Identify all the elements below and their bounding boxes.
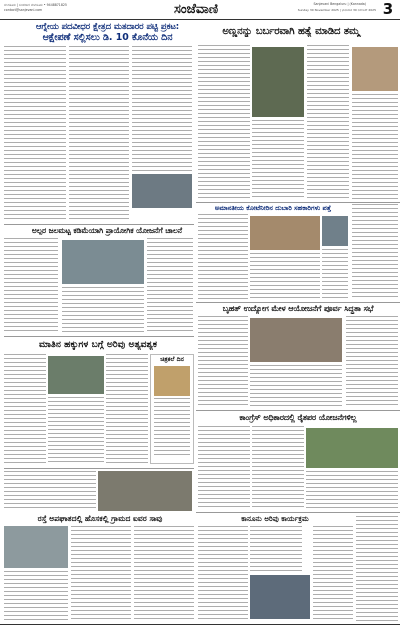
article-2-column-2 (252, 120, 304, 200)
side-column-2 (352, 204, 398, 300)
article-6-column-3 (106, 354, 148, 464)
article-6-headline: ಮಾತಿನ ಹಕ್ಕುಗಳ ಬಗ್ಗೆ ಅರಿವು ಅತ್ಯವಶ್ಯಕ (38, 339, 157, 350)
divider (196, 512, 400, 513)
masthead-divider (0, 19, 400, 20)
article-4-photo-small (322, 216, 348, 246)
article-7-headline: ಚಿತ್ರಕಲೆ ದಿನ (160, 356, 184, 363)
article-8-headline: ಕಾಂಗ್ರೆಸ್ ಅಧಿಕಾರದಲ್ಲಿ ರೈತಪರ ಯೋಜನೆಗಳಿಲ್ಲ (239, 413, 357, 422)
masthead-date: Sunday 30 November 2025 | ಭಾನುವಾರ 30 ನವೆಂಬರ್ 2025 (297, 8, 376, 12)
article-10-column-3 (134, 526, 194, 622)
divider (196, 202, 400, 203)
article-5-column-3 (346, 316, 398, 406)
article-3-column-2 (147, 238, 193, 333)
article-10-photo-top (98, 471, 192, 511)
article-8-column-2 (252, 426, 304, 510)
article-7-box (150, 354, 194, 464)
article-1-column-3 (132, 46, 192, 171)
article-4-photo (250, 216, 320, 250)
article-1-headline-line2: ಆಕ್ಷೇಪಣೆ ಸಲ್ಲಿಸಲು ಡಿ. 10 ಕೊನೆಯ ದಿನ (42, 32, 173, 43)
article-10-headline: ರಸ್ತೆ ಅಪಘಾತದಲ್ಲಿ ಹೊಸಕಲ್ಲಿ ಗ್ರಾಮದ ಐವರ ಸಾವು (37, 514, 163, 523)
article-10-lead-text (4, 471, 96, 511)
article-9-headline: ಕಾನೂನು ಅರಿವು ಕಾರ್ಯಕ್ರಮ (241, 514, 309, 523)
article-7-photo (154, 366, 190, 396)
article-4-column-2 (250, 253, 320, 300)
masthead-contact: ಬೆಂಗಳೂರು | ಸಂಜೆವಾಣಿ ಬೆಂಗಳೂರು • 9448871825 (4, 3, 67, 7)
newspaper-logo: ಸಂಜೆವಾಣಿ (173, 2, 219, 17)
divider (196, 410, 400, 411)
article-2-column-1 (198, 45, 250, 200)
article-10-column-1 (4, 571, 68, 622)
article-1-column-1 (4, 46, 66, 221)
divider (4, 224, 194, 225)
masthead-left-info (4, 3, 124, 12)
article-4-column-3 (322, 249, 348, 300)
article-5-column-1 (198, 316, 248, 406)
article-2-headline: ಅಣ್ಣನನ್ನು ಬರ್ಬರವಾಗಿ ಹತ್ಯೆ ಮಾಡಿದ ತಮ್ಮ (222, 26, 360, 37)
article-1-column-2 (69, 46, 129, 221)
divider (4, 468, 194, 469)
article-9-column-1 (198, 526, 248, 622)
article-9-column-3 (313, 526, 353, 622)
article-8-photo (306, 428, 398, 468)
divider (196, 302, 400, 303)
article-4-headline: ಅಮಾನತೀಯ ಕೋಟೆನೀರಿನ ದುಬಾರಿ ಸಹಕಾರಿಗಳು ಪತ್ತೆ (214, 204, 332, 212)
side-column-3 (356, 516, 398, 622)
footer-divider (0, 624, 400, 625)
article-3-photo (62, 240, 144, 284)
article-1-photo (132, 174, 192, 208)
article-9-column-2 (250, 526, 302, 572)
article-3-column-3 (62, 287, 144, 333)
article-6-photo (48, 356, 104, 394)
article-5-photo (250, 318, 342, 362)
side-column-1 (352, 94, 398, 200)
side-photo-1 (352, 47, 398, 91)
article-10-photo-accident (4, 526, 68, 568)
masthead-edition: Sanjevani Bengaluru | (Kannada) (313, 2, 366, 6)
page-number: 3 (382, 0, 394, 18)
article-6-column-2 (48, 397, 104, 464)
article-3-headline: ಅಲ್ಪರ ಜಲಮಟ್ಟ ಕಡಿಮೆಯಾಗಿ ಪ್ರಾಯೋಗಿಕ ಯೋಜನೆಗೆ ಚಾಲನೆ (31, 226, 183, 235)
article-2-column-3 (307, 45, 349, 200)
article-8-column-3 (306, 471, 398, 510)
article-2-photo-accused (252, 47, 304, 117)
masthead-email: contact@sanjevani.com (4, 7, 43, 12)
article-7-text (154, 398, 190, 458)
article-10-column-2 (71, 526, 131, 622)
article-3-column-1 (4, 238, 58, 333)
article-1-headline-line1: ಆಗ್ನೇಯ ಪದವೀಧರ ಕ್ಷೇತ್ರದ ಮತದಾರರ ಪಟ್ಟಿ ಪ್ರಕಟ: (35, 21, 180, 31)
article-9-photo (250, 575, 310, 619)
article-6-column-1 (4, 354, 46, 464)
article-5-headline: ಬೃಹತ್ ಉದ್ಯೋಗ ಮೇಳ ಆಯೋಜನೆಗೆ ಪೂರ್ವ ಸಿದ್ಧತಾ ಸಭೆ (222, 304, 374, 313)
divider (4, 336, 194, 337)
article-5-column-2 (250, 365, 342, 406)
article-8-column-1 (198, 426, 250, 510)
article-4-column-1 (198, 214, 248, 300)
